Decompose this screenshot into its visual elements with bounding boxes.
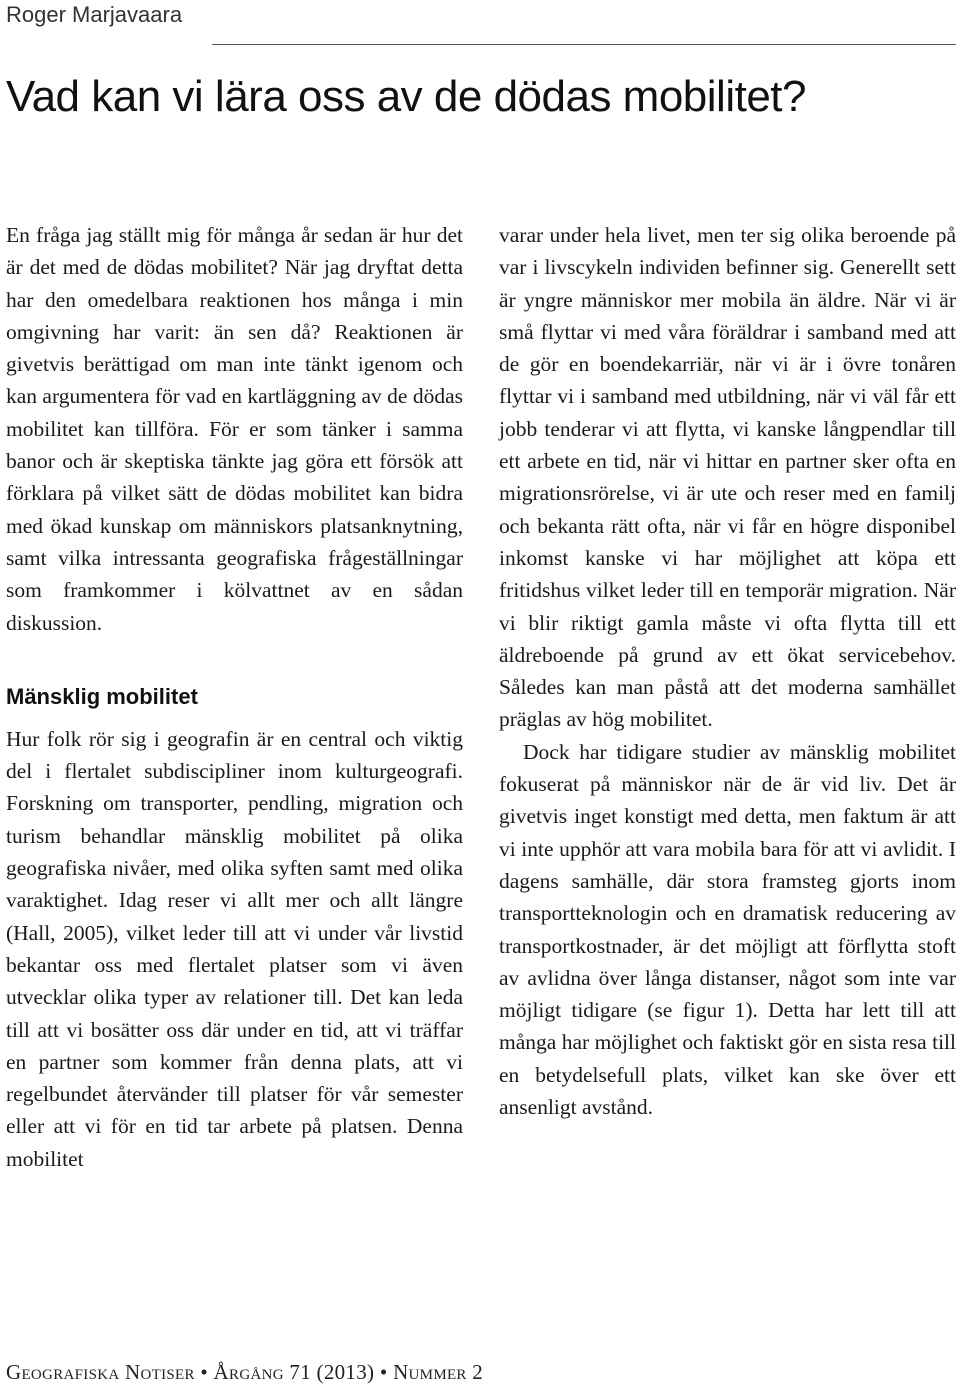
journal-footer: Geografiska Notiser • Årgång 71 (2013) • Nummer 2 xyxy=(6,1360,484,1384)
header-rule xyxy=(212,44,956,45)
left-column xyxy=(6,219,463,1175)
body-paragraph: Hur folk rör sig i geografin är en central och viktig del i flertalet subdiscipliner inom kulturgeografi. Forskning om transporter, pendling, migration och turism behandlar mänsklig mobilitet på olika geografiska nivåer, med olika syften samt med olika varaktighet. Idag reser vi allt mer och allt längre (Hall, 2005), vilket leder till att vi under vår livstid bekantar oss med flertalet platser som vi även utvecklar olika typer av relationer till. Det kan leda till att vi bosätter oss där under en tid, att vi träffar en partner som kommer från denna plats, att vi regelbundet återvänder till platser för vår semester eller att vi för en tid tar arbete på platsen. Denna mobilitet xyxy=(6,726,463,1171)
right-column xyxy=(499,219,956,1123)
continued-paragraph: varar under hela livet, men ter sig olika beroende på var i livscykeln individen befinner sig. Generellt sett är yngre människor mer mobila än äldre. När vi är små flyttar vi med våra föräldrar i samband med att de gör en boendekarriär, när vi är i övre tonåren flyttar vi i samband med utbildning, när vi väl får ett jobb tenderar vi att flytta, vi kanske långpendlar till ett arbete en tid, när vi hittar en partner sker ofta en migrationsrörelse, vi är ute och reser med en familj och bekanta rätt ofta, när vi får en högre disponibel inkomst kanske vi har möjlighet att köpa ett fritidshus vilket leder till en temporär migration. När vi blir riktigt gamla måste vi ofta flytta till ett äldreboende på grund av ett ökat servicebehov. Således kan man påstå att det moderna samhället präglas av hög mobilitet. xyxy=(499,223,956,732)
body-paragraph-2: Dock har tidigare studier av mänsklig mobilitet fokuserat på människor när de är vid liv. Det är givetvis inget konstigt med detta, men faktum är att vi inte upphör att vara mobila bara för att vi avlidit. I dagens samhälle, där stora framsteg gjorts inom transportteknologin och en dramatisk reducering av transportkostnader, är det möjligt att förflytta stoft av avlidna över långa distanser, något som inte var möjligt tidigare (se figur 1). Detta har lett till att många har möjlighet och faktiskt gör en sista resa till en betydelsefull plats, vilket kan ske över ett ansenligt avstånd. xyxy=(499,739,956,1120)
section-heading: Mänsklig mobilitet xyxy=(6,683,198,709)
author-name: Roger Marjavaara xyxy=(6,2,183,27)
article-title: Vad kan vi lära oss av de dödas mobilitet? xyxy=(6,72,806,121)
intro-paragraph: En fråga jag ställt mig för många år sedan är hur det är det med de dödas mobilitet? När jag dryftat detta har den omedelbara reaktionen hos många i min omgivning har varit: än sen då? Reaktionen är givetvis berättigad om man inte tänkt igenom och kan argumentera för vad en kartläggning av de dödas mobilitet kan tillföra. För er som tänker i samma banor och är skeptiska tänkte jag göra ett försök att förklara på vilket sätt de dödas mobilitet kan bidra med ökad kunskap om människors platsanknytning, samt vilka intressanta geografiska frågeställningar som framkommer i kölvattnet av en sådan diskussion. xyxy=(6,223,463,635)
